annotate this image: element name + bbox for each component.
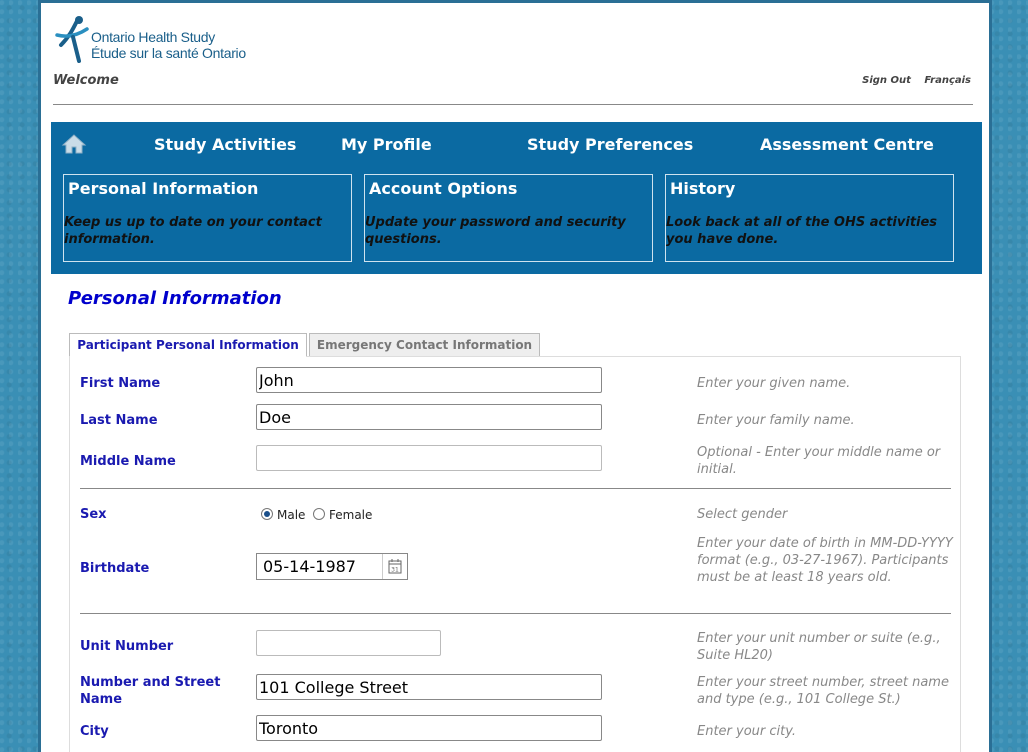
city-hint: Enter your city. (697, 724, 797, 739)
birthdate-field[interactable] (256, 553, 408, 580)
sign-out-link[interactable]: Sign Out (862, 75, 911, 86)
logo-text-en: Ontario Health Study (91, 29, 215, 45)
main-nav (51, 122, 982, 274)
street-field[interactable] (256, 674, 602, 700)
first-name-label: First Name (80, 376, 161, 391)
box-title: Account Options (369, 179, 518, 198)
unit-number-hint: Enter your unit number or suite (e.g., Suite HL20) (697, 631, 941, 663)
birthdate-hint: Enter your date of birth in MM-DD-YYYY format (e.g., 03-27-1967). Participants must be at least 18 years old. (697, 536, 953, 585)
box-description: Update your password and security questions. (365, 215, 626, 247)
unit-number-field[interactable] (256, 630, 441, 656)
last-name-label: Last Name (80, 413, 158, 428)
language-link[interactable]: Français (924, 75, 971, 86)
ohs-logo[interactable] (55, 15, 255, 65)
middle-name-hint: Optional - Enter your middle name or initial. (697, 445, 941, 477)
home-icon[interactable] (61, 133, 87, 155)
sex-hint: Select gender (697, 507, 788, 522)
street-label: Number and Street Name (80, 675, 221, 707)
logo-text-fr: Étude sur la santé Ontario (91, 45, 246, 61)
welcome-text: Welcome (53, 73, 119, 88)
calendar-icon[interactable] (382, 554, 407, 579)
sex-radio-male[interactable] (261, 508, 305, 522)
box-account-options[interactable] (364, 174, 653, 262)
section-divider (80, 613, 951, 614)
nav-assessment-centre[interactable]: Assessment Centre (760, 135, 934, 154)
box-personal-information[interactable] (63, 174, 352, 262)
section-divider (80, 488, 951, 489)
page-container (38, 0, 992, 752)
tab-participant-personal-information[interactable]: Participant Personal Information (69, 333, 307, 357)
box-description: Look back at all of the OHS activities you have done. (666, 215, 938, 247)
city-label: City (80, 724, 109, 739)
header-divider (53, 104, 973, 105)
box-description: Keep us up to date on your contact information. (64, 215, 322, 247)
page-title: Personal Information (68, 288, 282, 309)
tab-emergency-contact-information[interactable]: Emergency Contact Information (309, 333, 540, 357)
top-links (852, 75, 971, 86)
street-hint: Enter your street number, street name and type (e.g., 101 College St.) (697, 675, 949, 707)
middle-name-label: Middle Name (80, 454, 176, 469)
radio-female-label: Female (329, 508, 373, 522)
city-field[interactable] (256, 715, 602, 741)
sex-label: Sex (80, 507, 107, 522)
box-title: Personal Information (68, 179, 259, 198)
box-history[interactable] (665, 174, 954, 262)
first-name-field[interactable] (256, 367, 602, 393)
box-title: History (670, 179, 736, 198)
nav-study-preferences[interactable]: Study Preferences (527, 135, 694, 154)
radio-selected-icon (261, 508, 273, 520)
unit-number-label: Unit Number (80, 639, 174, 654)
radio-unselected-icon (313, 508, 325, 520)
birthdate-value: 05-14-1987 (263, 557, 356, 576)
sex-radio-female[interactable] (313, 508, 372, 522)
birthdate-label: Birthdate (80, 561, 150, 576)
nav-my-profile[interactable]: My Profile (341, 135, 432, 154)
radio-male-label: Male (277, 508, 306, 522)
logo-figure-icon (55, 15, 95, 65)
last-name-hint: Enter your family name. (697, 413, 855, 428)
nav-study-activities[interactable]: Study Activities (154, 135, 297, 154)
last-name-field[interactable] (256, 404, 602, 430)
svg-text:31: 31 (391, 566, 399, 574)
middle-name-field[interactable] (256, 445, 602, 471)
first-name-hint: Enter your given name. (697, 376, 851, 391)
